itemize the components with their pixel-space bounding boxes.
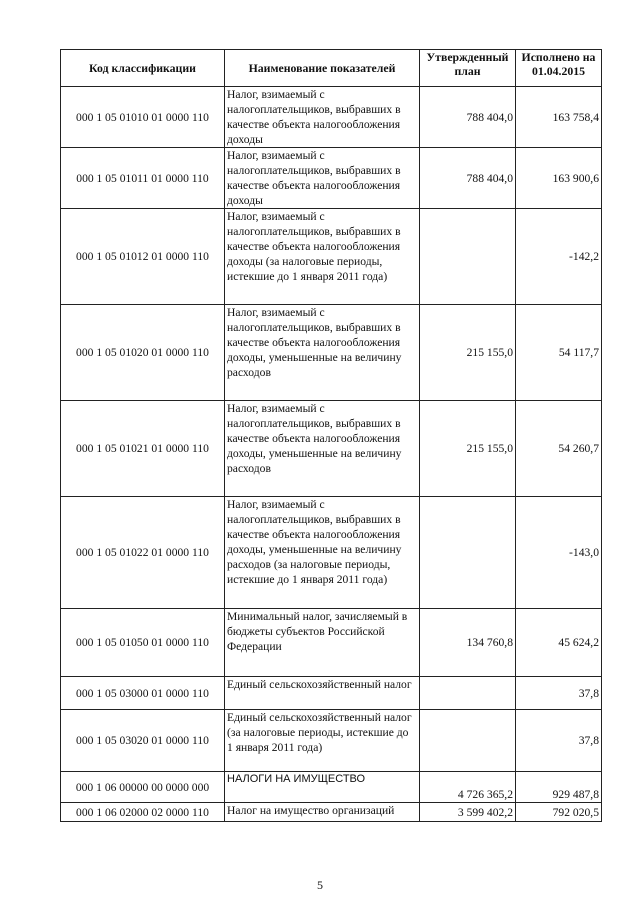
row-name: Налог, взимаемый с налогоплательщиков, выбравших в качестве объекта налогообложения доходы (за налоговые периоды, истекшие до 1 января 2011 года) — [225, 209, 420, 305]
row-executed: -143,0 — [516, 497, 602, 609]
table-row — [61, 677, 602, 710]
row-name: Налог, взимаемый с налогоплательщиков, выбравших в качестве объекта налогообложения доходы — [225, 87, 420, 148]
row-executed: -142,2 — [516, 209, 602, 305]
table-row — [61, 401, 602, 497]
table-header-row — [61, 50, 602, 87]
row-executed: 37,8 — [516, 710, 602, 772]
header-code: Код классификации — [61, 50, 225, 87]
row-code: 000 1 05 01020 01 0000 110 — [61, 305, 225, 401]
table-row — [61, 305, 602, 401]
row-code: 000 1 05 01021 01 0000 110 — [61, 401, 225, 497]
row-name: Налог на имущество организаций — [225, 803, 420, 822]
header-name: Наименование показателей — [225, 50, 420, 87]
row-executed: 792 020,5 — [516, 803, 602, 822]
row-code: 000 1 05 01050 01 0000 110 — [61, 609, 225, 677]
row-name: Налог, взимаемый с налогоплательщиков, выбравших в качестве объекта налогообложения доходы, уменьшенные на величину расходов — [225, 305, 420, 401]
row-name: Налог, взимаемый с налогоплательщиков, выбравших в качестве объекта налогообложения доходы, уменьшенные на величину расходов (за налоговые периоды, истекшие до 1 января 2011 года) — [225, 497, 420, 609]
table-row — [61, 209, 602, 305]
row-plan: 3 599 402,2 — [420, 803, 516, 822]
row-plan — [420, 497, 516, 609]
header-plan-line2: план — [454, 64, 481, 78]
row-plan: 788 404,0 — [420, 87, 516, 148]
row-code: 000 1 06 02000 02 0000 110 — [61, 803, 225, 822]
row-code: 000 1 05 01022 01 0000 110 — [61, 497, 225, 609]
row-executed: 929 487,8 — [516, 772, 602, 803]
header-executed — [516, 50, 602, 87]
table-row — [61, 609, 602, 677]
table-row — [61, 772, 602, 803]
row-executed: 163 758,4 — [516, 87, 602, 148]
header-plan-line1: Утвержденный — [426, 50, 509, 64]
row-plan: 215 155,0 — [420, 305, 516, 401]
row-code: 000 1 05 01012 01 0000 110 — [61, 209, 225, 305]
table-row — [61, 803, 602, 822]
row-code: 000 1 05 03020 01 0000 110 — [61, 710, 225, 772]
row-name: Единый сельскохозяйственный налог (за налоговые периоды, истекшие до 1 января 2011 года) — [225, 710, 420, 772]
row-plan: 788 404,0 — [420, 148, 516, 209]
table-row — [61, 710, 602, 772]
page-number: 5 — [317, 878, 323, 892]
row-executed: 54 260,7 — [516, 401, 602, 497]
row-code: 000 1 05 03000 01 0000 110 — [61, 677, 225, 710]
row-code: 000 1 05 01011 01 0000 110 — [61, 148, 225, 209]
row-plan — [420, 209, 516, 305]
row-name: НАЛОГИ НА ИМУЩЕСТВО — [225, 772, 420, 803]
row-code: 000 1 06 00000 00 0000 000 — [61, 772, 225, 803]
header-exec-line1: Исполнено на — [521, 50, 596, 64]
row-name: Единый сельскохозяйственный налог — [225, 677, 420, 710]
header-plan — [420, 50, 516, 87]
table-row — [61, 148, 602, 209]
row-executed: 163 900,6 — [516, 148, 602, 209]
row-code: 000 1 05 01010 01 0000 110 — [61, 87, 225, 148]
budget-table — [60, 49, 602, 822]
row-name: Минимальный налог, зачисляемый в бюджеты субъектов Российской Федерации — [225, 609, 420, 677]
row-plan — [420, 677, 516, 710]
row-executed: 45 624,2 — [516, 609, 602, 677]
row-name: Налог, взимаемый с налогоплательщиков, выбравших в качестве объекта налогообложения доходы — [225, 148, 420, 209]
row-name: Налог, взимаемый с налогоплательщиков, выбравших в качестве объекта налогообложения доходы, уменьшенные на величину расходов — [225, 401, 420, 497]
table-row — [61, 87, 602, 148]
table-row — [61, 497, 602, 609]
header-exec-line2: 01.04.2015 — [531, 64, 586, 78]
row-executed: 37,8 — [516, 677, 602, 710]
row-plan: 134 760,8 — [420, 609, 516, 677]
row-plan: 215 155,0 — [420, 401, 516, 497]
row-plan — [420, 710, 516, 772]
row-executed: 54 117,7 — [516, 305, 602, 401]
row-plan: 4 726 365,2 — [420, 772, 516, 803]
